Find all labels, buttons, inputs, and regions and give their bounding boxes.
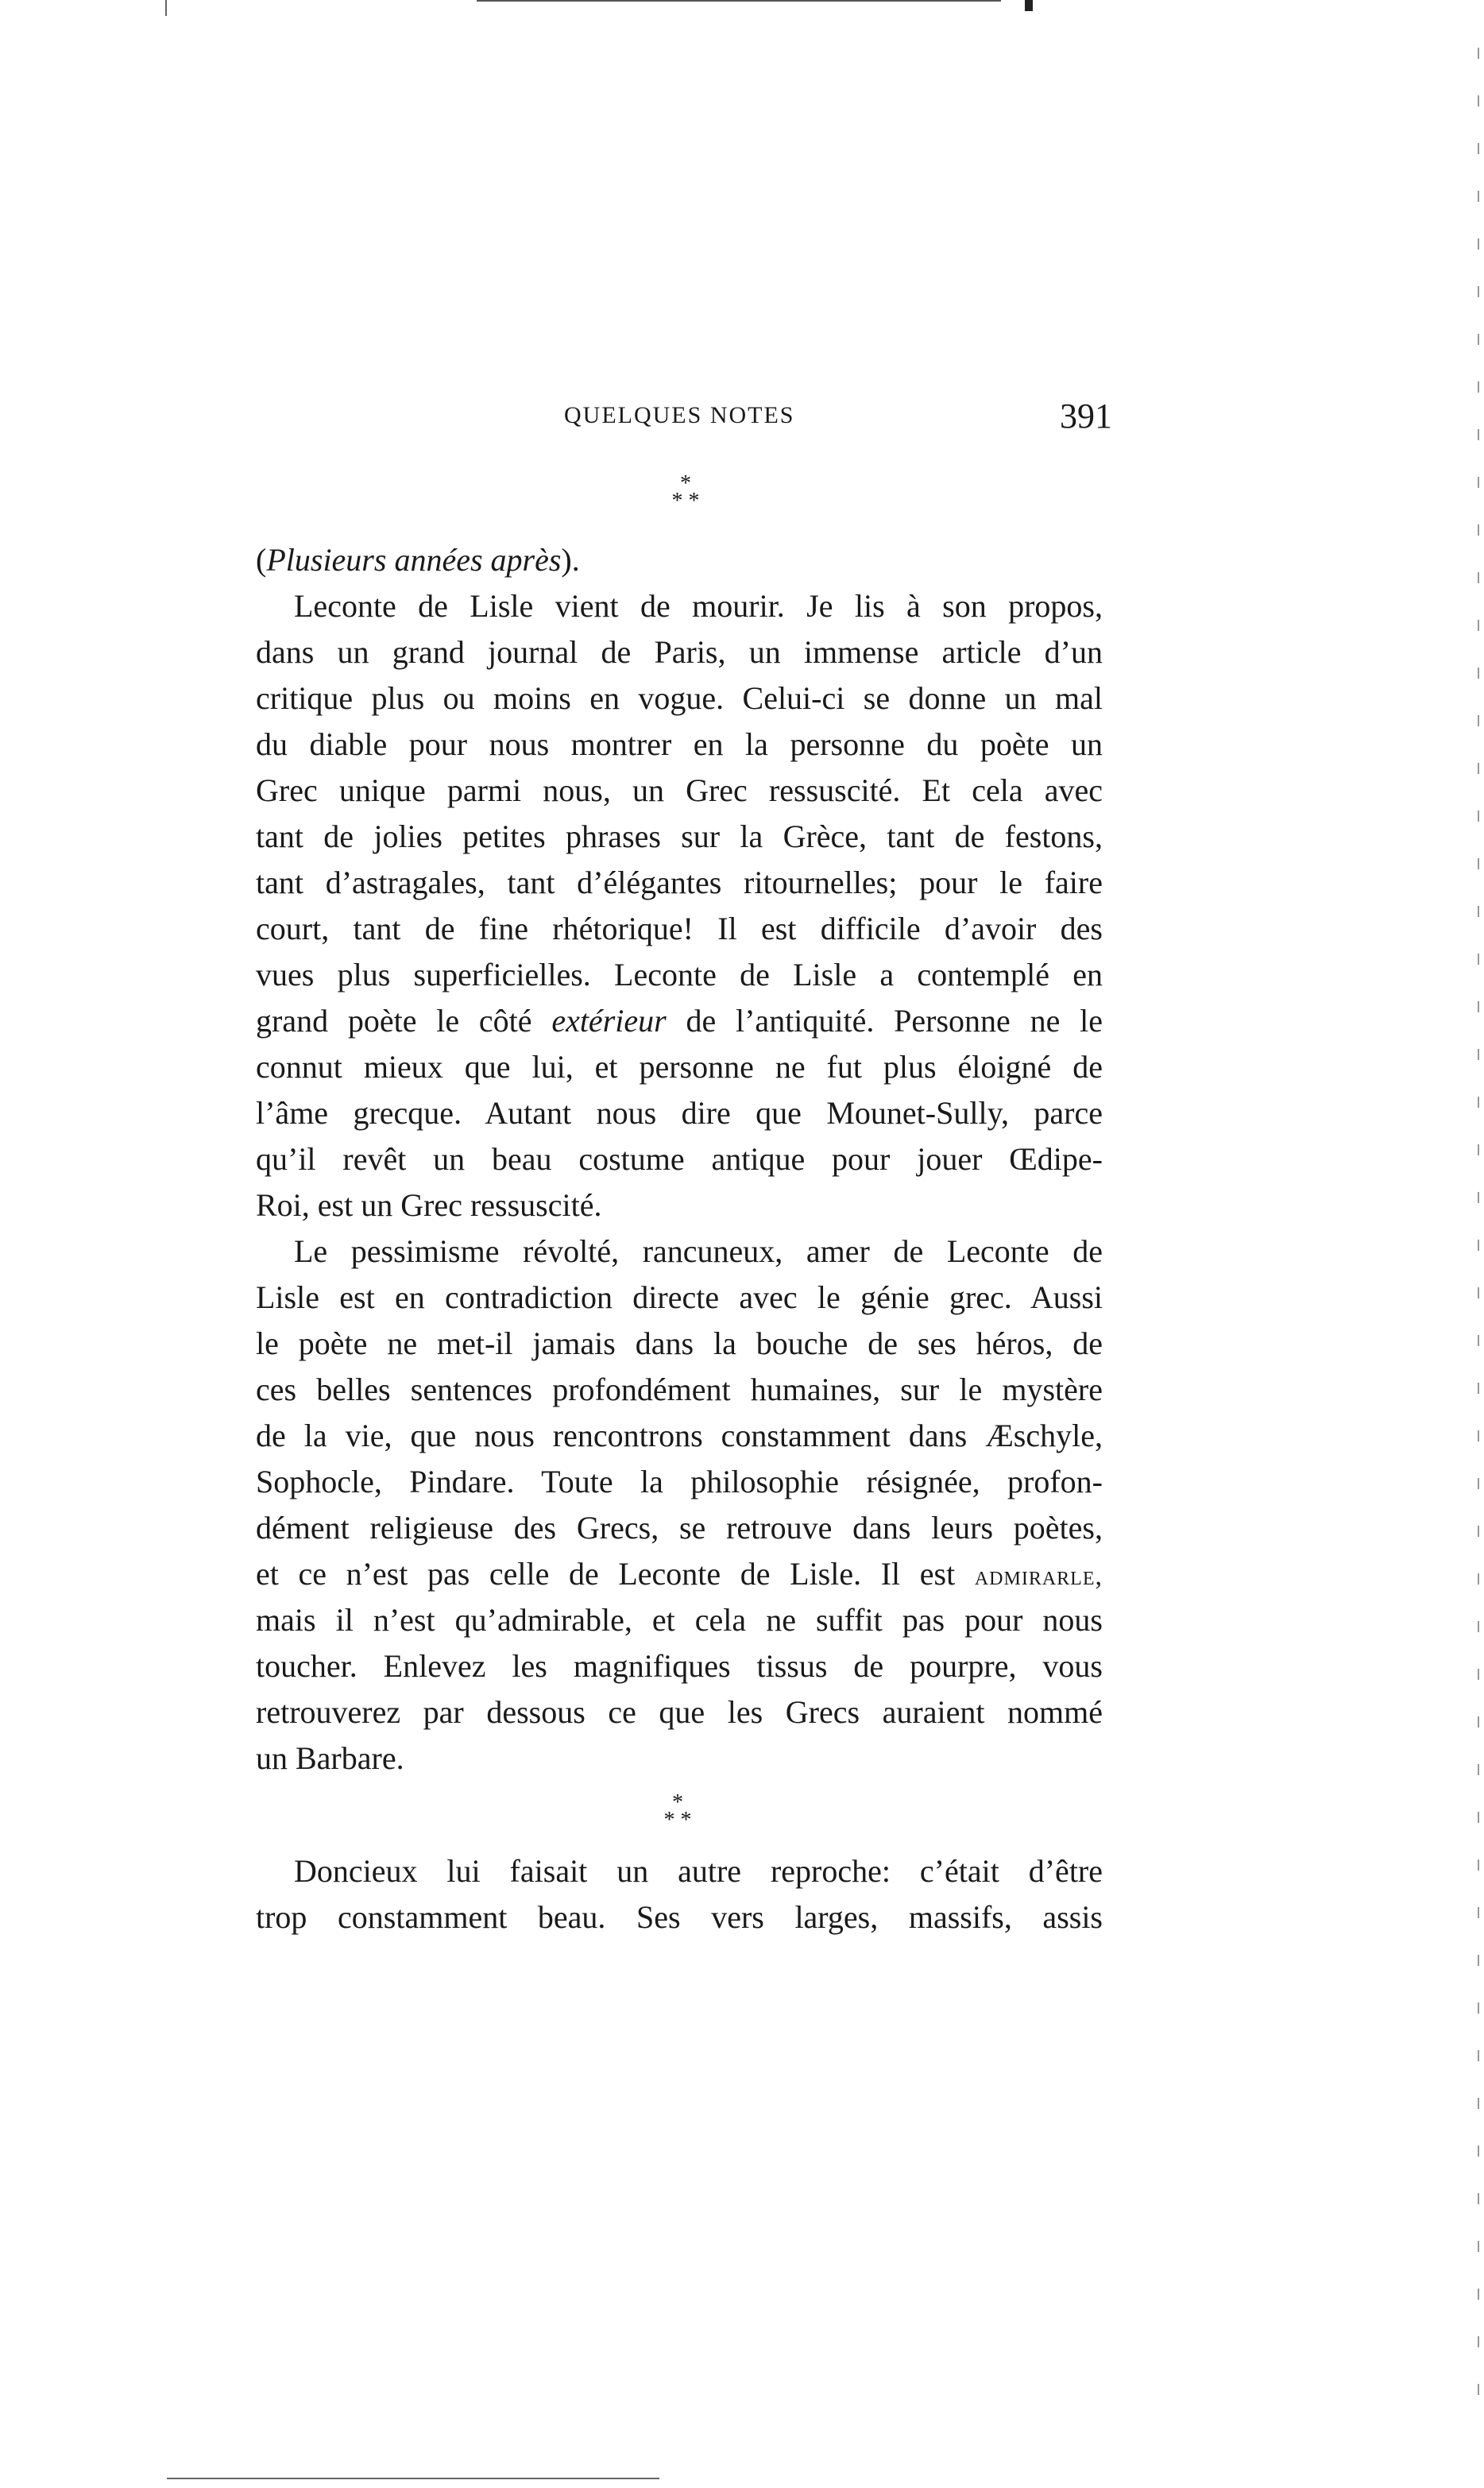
running-head — [262, 397, 1112, 440]
text-line: court, tant de fine rhétorique! Il est difficile d’avoir des — [256, 911, 1103, 946]
text-line: Roi, est un Grec ressuscité. — [256, 1187, 602, 1223]
asterism-bottom: * * — [663, 1808, 692, 1832]
text-line-with-italic — [256, 998, 1103, 1044]
text-line: ces belles sentences profondément humaines, sur le mystère — [256, 1372, 1103, 1407]
text-line: trop constamment beau. Ses vers larges, massifs, assis — [256, 1899, 1103, 1935]
text-line: Lisle est en contradiction directe avec le génie grec. Aussi — [256, 1279, 1103, 1315]
text-line: tant d’astragales, tant d’élégantes ritournelles; pour le faire — [256, 865, 1103, 900]
right-edge-marks — [1478, 48, 1479, 2432]
top-edge-rule — [477, 0, 1001, 2]
text-run: grand poète le côté — [256, 1003, 552, 1039]
text-line: Le pessimisme révolté, rancuneux, amer de Leconte de — [294, 1233, 1103, 1269]
small-caps-word: admirarle, — [974, 1561, 1103, 1591]
text-line: connut mieux que lui, et personne ne fut plus éloigné de — [256, 1049, 1103, 1085]
section-2-text — [256, 1848, 1103, 1940]
text-run: de l’antiquité. Personne ne le — [666, 1003, 1103, 1039]
section-1-text — [256, 537, 1103, 1782]
text-line: toucher. Enlevez les magnifiques tissus de pourpre, vous — [256, 1648, 1103, 1684]
text-line: Leconte de Lisle vient de mourir. Je lis à son propos, — [294, 588, 1103, 624]
text-line: Doncieux lui faisait un autre reproche: c’était d’être — [294, 1853, 1103, 1889]
heading-open: ( — [256, 542, 267, 578]
asterism-top: * — [680, 471, 691, 496]
text-line: vues plus superficielles. Leconte de Lisle a contemplé en — [256, 957, 1103, 992]
text-run: et ce n’est pas celle de Leconte de Lisle. Il est — [256, 1556, 975, 1592]
text-line: un Barbare. — [256, 1740, 404, 1776]
section-asterism-2 — [642, 1790, 713, 1832]
heading-italic: Plusieurs années après — [266, 542, 562, 578]
asterism-bottom: * * — [671, 489, 700, 513]
italic-word: extérieur — [551, 1003, 667, 1039]
text-line: retrouverez par dessous ce que les Grecs auraient nommé — [256, 1694, 1103, 1730]
text-line: l’âme grecque. Autant nous dire que Mounet-Sully, parce — [256, 1095, 1103, 1131]
text-line: critique plus ou moins en vogue. Celui-ci se donne un mal — [256, 680, 1103, 716]
text-line: tant de jolies petites phrases sur la Grèce, tant de festons, — [256, 818, 1103, 854]
page-number: 391 — [1060, 397, 1112, 435]
text-line-with-small-caps — [256, 1551, 1103, 1597]
bottom-edge-rule — [167, 2478, 659, 2479]
heading-close: ). — [561, 542, 580, 578]
top-edge-mark — [1025, 0, 1033, 11]
text-line: du diable pour nous montrer en la personne du poète un — [256, 726, 1103, 762]
text-line: le poète ne met-il jamais dans la bouche de ses héros, de — [256, 1325, 1103, 1361]
left-edge-mark — [165, 0, 167, 16]
text-line: Sophocle, Pindare. Toute la philosophie résignée, profon- — [256, 1464, 1103, 1499]
text-line: dans un grand journal de Paris, un immense article d’un — [256, 634, 1103, 670]
text-line: dément religieuse des Grecs, se retrouve dans leurs poètes, — [256, 1510, 1103, 1546]
text-line: mais il n’est qu’admirable, et cela ne suffit pas pour nous — [256, 1602, 1103, 1638]
running-head-title: QUELQUES NOTES — [564, 402, 795, 428]
text-line: Grec unique parmi nous, un Grec ressuscité. Et cela avec — [256, 772, 1103, 808]
section-asterism-1 — [650, 471, 721, 513]
text-line: qu’il revêt un beau costume antique pour jouer Œdipe- — [256, 1141, 1103, 1177]
asterism-top: * — [672, 1790, 683, 1815]
text-line: de la vie, que nous rencontrons constamment dans Æschyle, — [256, 1418, 1103, 1453]
section-heading — [256, 537, 1103, 583]
